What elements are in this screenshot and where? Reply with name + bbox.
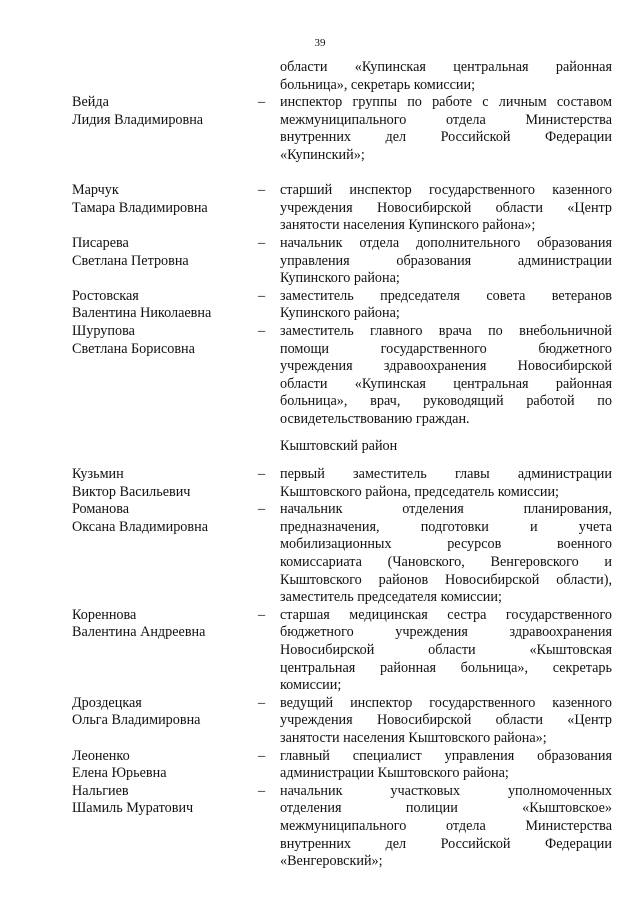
member-entry xyxy=(72,235,612,288)
member-given-names: Светлана Петровна xyxy=(72,252,189,269)
member-description xyxy=(280,323,612,429)
entry-dash: – xyxy=(258,182,266,199)
member-entry xyxy=(72,783,612,871)
page-number: 39 xyxy=(314,37,326,49)
member-name xyxy=(72,501,258,607)
description-line: инспектор группы по работе с личным составом xyxy=(280,94,612,111)
member-description xyxy=(280,235,612,288)
entry-dash: – xyxy=(258,782,266,799)
description-line: заместитель председателя совета ветеранов xyxy=(280,287,612,304)
member-name xyxy=(72,182,258,235)
entry-dash: – xyxy=(258,694,266,711)
description-line: внутренних дел Российской Федерации xyxy=(280,835,612,852)
member-entry xyxy=(72,695,612,748)
description-line: «Купинский»; xyxy=(280,146,365,163)
description-line: учреждения Новосибирской области «Центр xyxy=(280,712,612,729)
member-entry xyxy=(72,607,612,695)
member-surname: Ростовская xyxy=(72,287,139,304)
description-line: начальник отделения планирования, xyxy=(280,501,612,518)
description-line: мобилизационных ресурсов военного xyxy=(280,536,612,553)
description-line: старшая медицинская сестра государственного xyxy=(280,606,612,623)
member-surname: Дроздецкая xyxy=(72,694,142,711)
member-name xyxy=(72,695,258,748)
description-line: комиссариата (Чановского, Венгеровского и xyxy=(280,554,612,571)
description-line: начальник участковых уполномоченных xyxy=(280,782,612,799)
member-name xyxy=(72,235,258,288)
description-line: заместитель председателя комиссии; xyxy=(280,589,502,606)
member-entry xyxy=(72,748,612,783)
description-line: Купинского района; xyxy=(280,270,400,287)
member-name xyxy=(72,783,258,871)
district-heading: Кыштовский район xyxy=(280,438,398,455)
description-line: первый заместитель главы администрации xyxy=(280,466,612,483)
member-surname: Леоненко xyxy=(72,747,130,764)
member-description xyxy=(280,94,612,164)
member-surname: Кузьмин xyxy=(72,466,124,483)
member-description xyxy=(280,288,612,323)
member-entry xyxy=(72,501,612,607)
member-given-names: Елена Юрьевна xyxy=(72,765,167,782)
description-line: старший инспектор государственного казенного xyxy=(280,182,612,199)
description-line: области «Купинская центральная районная xyxy=(280,59,612,75)
description-line: больница», секретарь комиссии; xyxy=(280,76,476,93)
member-name xyxy=(72,288,258,323)
document-body xyxy=(72,59,612,871)
member-name xyxy=(72,94,258,164)
description-line: внутренних дел Российской Федерации xyxy=(280,129,612,146)
member-name xyxy=(72,466,258,501)
entry-dash xyxy=(258,59,280,94)
entry-dash: – xyxy=(258,287,266,304)
member-given-names: Лидия Владимировна xyxy=(72,111,204,128)
entry-dash: – xyxy=(258,747,266,764)
member-given-names: Ольга Владимировна xyxy=(72,712,201,729)
description-line: учреждения здравоохранения Новосибирской xyxy=(280,358,612,375)
description-line: бюджетного учреждения здравоохранения xyxy=(280,624,612,641)
member-given-names: Шамиль Муратович xyxy=(72,800,194,817)
description-line: Новосибирской области «Кыштовская xyxy=(280,642,612,658)
member-description xyxy=(280,466,612,501)
description-line: больница», врач, руководящий работой по xyxy=(280,393,612,410)
description-line: учреждения Новосибирской области «Центр xyxy=(280,199,612,216)
description-line: предназначения, подготовки и учета xyxy=(280,518,612,535)
description-line: отделения полиции «Кыштовское» xyxy=(280,800,612,817)
member-entry xyxy=(72,182,612,235)
entry-dash: – xyxy=(258,501,266,518)
member-description xyxy=(280,748,612,783)
member-given-names: Валентина Николаевна xyxy=(72,305,212,322)
member-entry xyxy=(72,323,612,429)
member-surname: Кореннова xyxy=(72,606,137,623)
member-entry xyxy=(72,466,612,501)
member-description xyxy=(280,182,612,235)
member-given-names: Оксана Владимировна xyxy=(72,518,208,535)
section-spacer xyxy=(72,428,612,438)
member-name xyxy=(72,59,258,94)
entry-dash: – xyxy=(258,466,266,483)
member-description xyxy=(280,59,612,94)
description-line: главный специалист управления образования xyxy=(280,747,612,764)
description-line: помощи государственного бюджетного xyxy=(280,340,612,357)
description-line: заместитель главного врача по внебольничной xyxy=(280,322,612,339)
description-line: занятости населения Купинского района»; xyxy=(280,217,536,234)
description-line: администрации Кыштовского района; xyxy=(280,765,509,782)
member-given-names: Тамара Владимировна xyxy=(72,199,208,216)
description-line: Купинского района; xyxy=(280,305,400,322)
description-line: межмуниципального отдела Министерства xyxy=(280,817,612,834)
member-given-names: Валентина Андреевна xyxy=(72,624,206,641)
member-entry xyxy=(72,288,612,323)
member-surname: Марчук xyxy=(72,182,119,199)
member-surname: Шурупова xyxy=(72,322,135,339)
continuation-entry xyxy=(72,59,612,94)
description-line: Кыштовского районов Новосибирской области), xyxy=(280,571,612,588)
description-line: области «Купинская центральная районная xyxy=(280,375,612,392)
description-line: «Венгеровский»; xyxy=(280,853,383,870)
member-description xyxy=(280,695,612,748)
member-name xyxy=(72,323,258,429)
member-given-names: Виктор Васильевич xyxy=(72,483,191,500)
member-entry xyxy=(72,94,612,164)
member-given-names: Светлана Борисовна xyxy=(72,340,195,357)
member-description xyxy=(280,607,612,695)
entry-dash: – xyxy=(258,234,266,251)
description-line: центральная районная больница», секретарь xyxy=(280,659,612,676)
description-line: межмуниципального отдела Министерства xyxy=(280,111,612,128)
entry-dash: – xyxy=(258,94,266,111)
description-line: комиссии; xyxy=(280,677,342,694)
member-surname: Романова xyxy=(72,501,130,518)
member-surname: Нальгиев xyxy=(72,782,129,799)
entry-spacer xyxy=(72,165,612,183)
member-surname: Писарева xyxy=(72,234,129,251)
member-name xyxy=(72,748,258,783)
description-line: Кыштовского района, председатель комиссии; xyxy=(280,483,559,500)
description-line: освидетельствованию граждан. xyxy=(280,410,470,427)
member-name xyxy=(72,607,258,695)
member-description xyxy=(280,783,612,871)
member-description xyxy=(280,501,612,607)
description-line: начальник отдела дополнительного образования xyxy=(280,234,612,251)
entry-dash: – xyxy=(258,606,266,623)
description-line: управления образования администрации xyxy=(280,252,612,269)
description-line: ведущий инспектор государственного казенного xyxy=(280,694,612,711)
description-line: занятости населения Кыштовского района»; xyxy=(280,729,547,746)
entry-dash: – xyxy=(258,322,266,339)
member-surname: Вейда xyxy=(72,94,109,111)
